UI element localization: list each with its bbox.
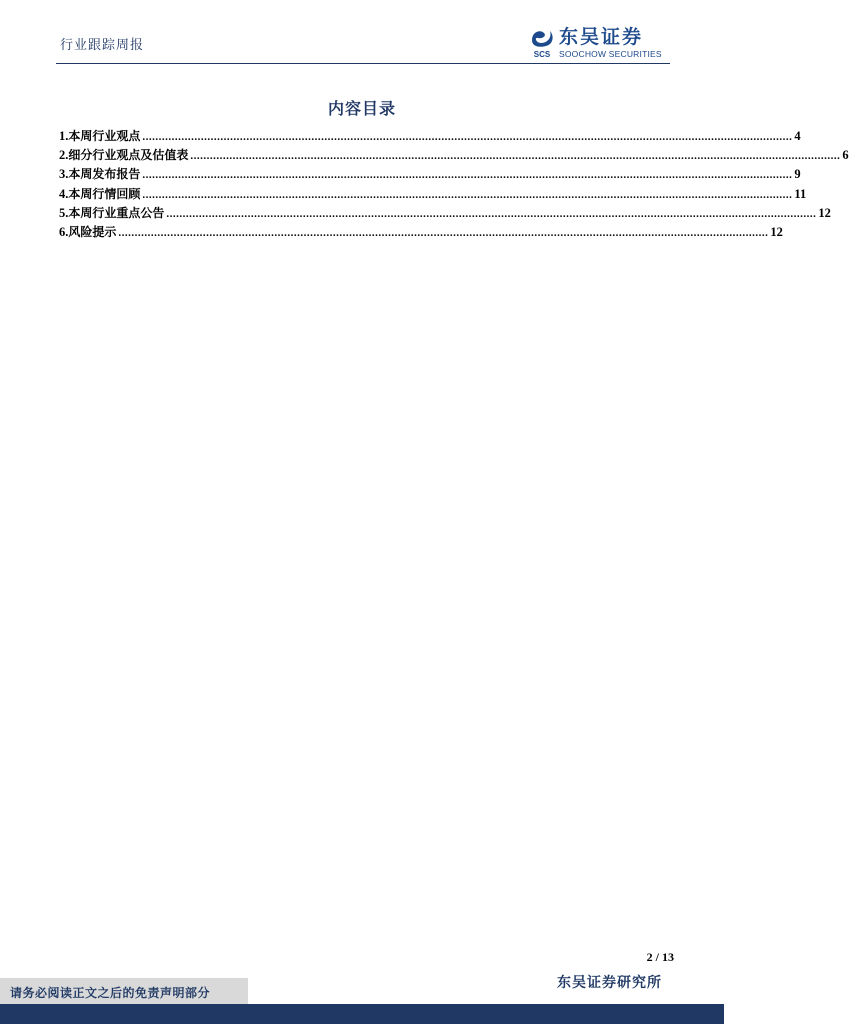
- toc-item-number: 1.: [59, 129, 69, 143]
- toc-item-label[interactable]: 本周发布报告: [68, 167, 141, 182]
- report-type: 行业跟踪周报: [60, 38, 145, 53]
- toc-dot-leader: ........................................................................................................................................................................................................: [166, 207, 817, 220]
- toc-item[interactable]: [59, 146, 849, 165]
- toc-item-label[interactable]: 本周行业观点: [68, 129, 141, 143]
- toc-item-label[interactable]: 细分行业观点及估值表: [68, 148, 189, 163]
- toc-item-number: 4.: [59, 186, 69, 201]
- toc-item-page[interactable]: 4: [794, 129, 801, 143]
- toc-item-number: 6.: [59, 224, 69, 239]
- toc-list: [59, 127, 849, 242]
- toc-dot-leader: ........................................................................................................................................................................................................: [142, 188, 793, 201]
- toc-dot-leader: ........................................................................................................................................................................................................: [118, 226, 769, 239]
- toc-item[interactable]: [59, 185, 807, 204]
- header-divider: [56, 63, 670, 64]
- page-indicator: 2 / 13: [646, 950, 674, 964]
- logo-mark-text: SCS: [533, 50, 551, 59]
- toc-dot-leader: ........................................................................................................................................................................................................: [142, 169, 793, 182]
- toc-item[interactable]: [59, 165, 801, 184]
- toc-item-number: 3.: [59, 167, 69, 182]
- toc-dot-leader: ........................................................................................................................................................................................................: [142, 131, 793, 143]
- toc-heading: 内容目录: [327, 99, 396, 118]
- toc-item-number: 2.: [59, 148, 69, 163]
- toc-item-page[interactable]: 12: [818, 205, 831, 220]
- disclaimer-text: 请务必阅读正文之后的免责声明部分: [10, 986, 211, 1000]
- toc-item-label[interactable]: 本周行情回顾: [68, 186, 141, 201]
- toc-item-page[interactable]: 9: [794, 167, 801, 182]
- toc-item[interactable]: [59, 204, 831, 223]
- toc-item-label[interactable]: 风险提示: [68, 224, 117, 239]
- toc-item-page[interactable]: 11: [794, 186, 807, 201]
- footer-bar: [0, 1004, 724, 1024]
- company-logo: [528, 26, 674, 62]
- toc-item-page[interactable]: 12: [770, 224, 783, 239]
- toc-item-page[interactable]: 6: [842, 148, 849, 163]
- toc-dot-leader: ........................................................................................................................................................................................................: [190, 150, 841, 163]
- toc-item-number: 5.: [59, 205, 69, 220]
- toc-item[interactable]: [59, 223, 783, 242]
- institute-name: 东吴证券研究所: [557, 975, 662, 991]
- toc-item-label[interactable]: 本周行业重点公告: [68, 205, 165, 220]
- logo-cn-name: 东吴证券: [559, 26, 644, 48]
- toc-item[interactable]: [59, 127, 801, 146]
- logo-mark-icon: [528, 26, 556, 60]
- logo-en-name: SOOCHOW SECURITIES: [559, 49, 662, 59]
